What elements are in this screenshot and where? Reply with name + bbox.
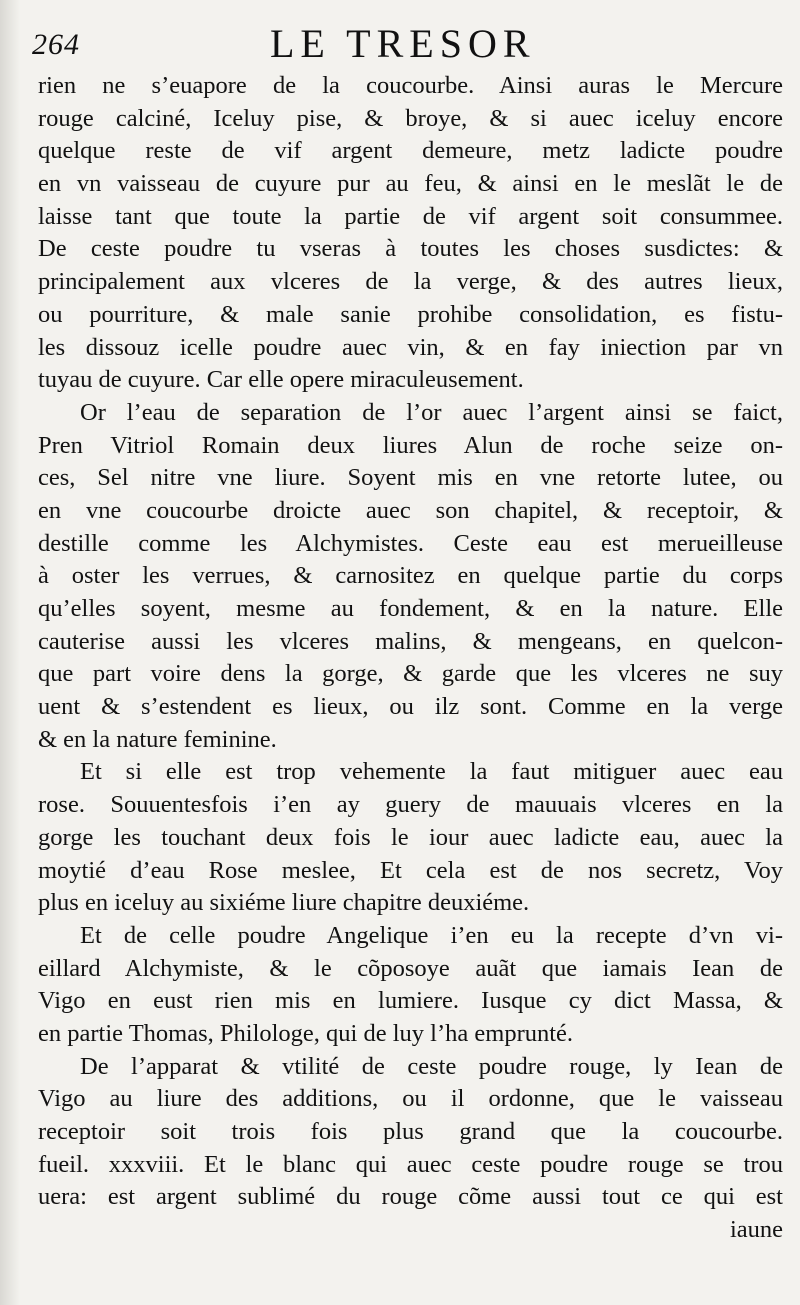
text-line: rose. Souuentesfois i’en ay guery de mauuais vlceres en la [38, 791, 783, 819]
text-line: en vne coucourbe droicte auec son chapitel, & receptoir, & [38, 496, 783, 524]
text-line: en partie Thomas, Philologe, qui de luy l’ha emprunté. [38, 1019, 574, 1047]
text-line: gorge les touchant deux fois le iour auec ladicte eau, auec la [38, 823, 783, 851]
text-line: principalement aux vlceres de la verge, & des autres lieux, [38, 268, 783, 296]
running-title: LE TRESOR [270, 21, 536, 66]
text-line: que part voire dens la gorge, & garde que les vlceres ne suy [38, 660, 783, 688]
text-line: De ceste poudre tu vseras à toutes les choses susdictes: & [38, 235, 783, 263]
text-line: fueil. xxxviii. Et le blanc qui auec ceste poudre rouge se trou [38, 1150, 783, 1178]
text-line: Vigo en eust rien mis en lumiere. Iusque cy dict Massa, & [38, 987, 783, 1015]
text-line: Or l’eau de separation de l’or auec l’argent ainsi se faict, [80, 398, 783, 426]
text-line: tuyau de cuyure. Car elle opere miraculeusement. [38, 366, 524, 394]
page-header [0, 20, 800, 66]
text-line: cauterise aussi les vlceres malins, & mengeans, en quelcon- [38, 627, 783, 655]
text-line: plus en iceluy au sixiéme liure chapitre deuxiéme. [38, 889, 530, 917]
page-edge-shadow [0, 0, 20, 1305]
body-text [38, 70, 783, 1247]
text-line: rouge calciné, Iceluy pise, & broye, & si auec iceluy encore [38, 104, 783, 132]
page-number: 264 [32, 28, 80, 61]
text-line: receptoir soit trois fois plus grand que la coucourbe. [38, 1118, 783, 1145]
text-line: en vn vaisseau de cuyure pur au feu, & ainsi en le meslãt le de [38, 170, 783, 198]
text-line: Et de celle poudre Angelique i’en eu la recepte d’vn vi- [80, 921, 783, 949]
text-line: Et si elle est trop vehemente la faut mitiguer auec eau [80, 758, 783, 786]
text-line: à oster les verrues, & carnositez en quelque partie du corps [38, 562, 783, 590]
text-line: qu’elles soyent, mesme au fondement, & en la nature. Elle [38, 595, 783, 622]
text-line: rien ne s’euapore de la coucourbe. Ainsi auras le Mercure [38, 72, 783, 99]
text-line: eillard Alchymiste, & le cõposoye auãt que iamais Iean de [38, 954, 783, 982]
text-line: ces, Sel nitre vne liure. Soyent mis en vne retorte lutee, ou [38, 464, 783, 492]
text-line: moytié d’eau Rose meslee, Et cela est de nos secretz, Voy [38, 856, 783, 884]
text-line: Vigo au liure des additions, ou il ordonne, que le vaisseau [38, 1085, 783, 1113]
text-line: laisse tant que toute la partie de vif argent soit consummee. [38, 202, 783, 230]
text-line: De l’apparat & vtilité de ceste poudre rouge, ly Iean de [80, 1052, 783, 1080]
text-line: destille comme les Alchymistes. Ceste eau est merueilleuse [38, 529, 783, 557]
text-line: ou pourriture, & male sanie prohibe consolidation, es fistu- [38, 300, 783, 328]
text-line: quelque reste de vif argent demeure, metz ladicte poudre [38, 137, 783, 165]
text-line: iaune [729, 1216, 783, 1244]
text-line: uent & s’estendent es lieux, ou ilz sont. Comme en la verge [38, 693, 783, 721]
text-line: & en la nature feminine. [38, 725, 277, 753]
text-line: Pren Vitriol Romain deux liures Alun de roche seize on- [38, 431, 783, 459]
text-line: uera: est argent sublimé du rouge cõme aussi tout ce qui est [38, 1183, 783, 1211]
text-line: les dissouz icelle poudre auec vin, & en fay iniection par vn [38, 333, 783, 361]
